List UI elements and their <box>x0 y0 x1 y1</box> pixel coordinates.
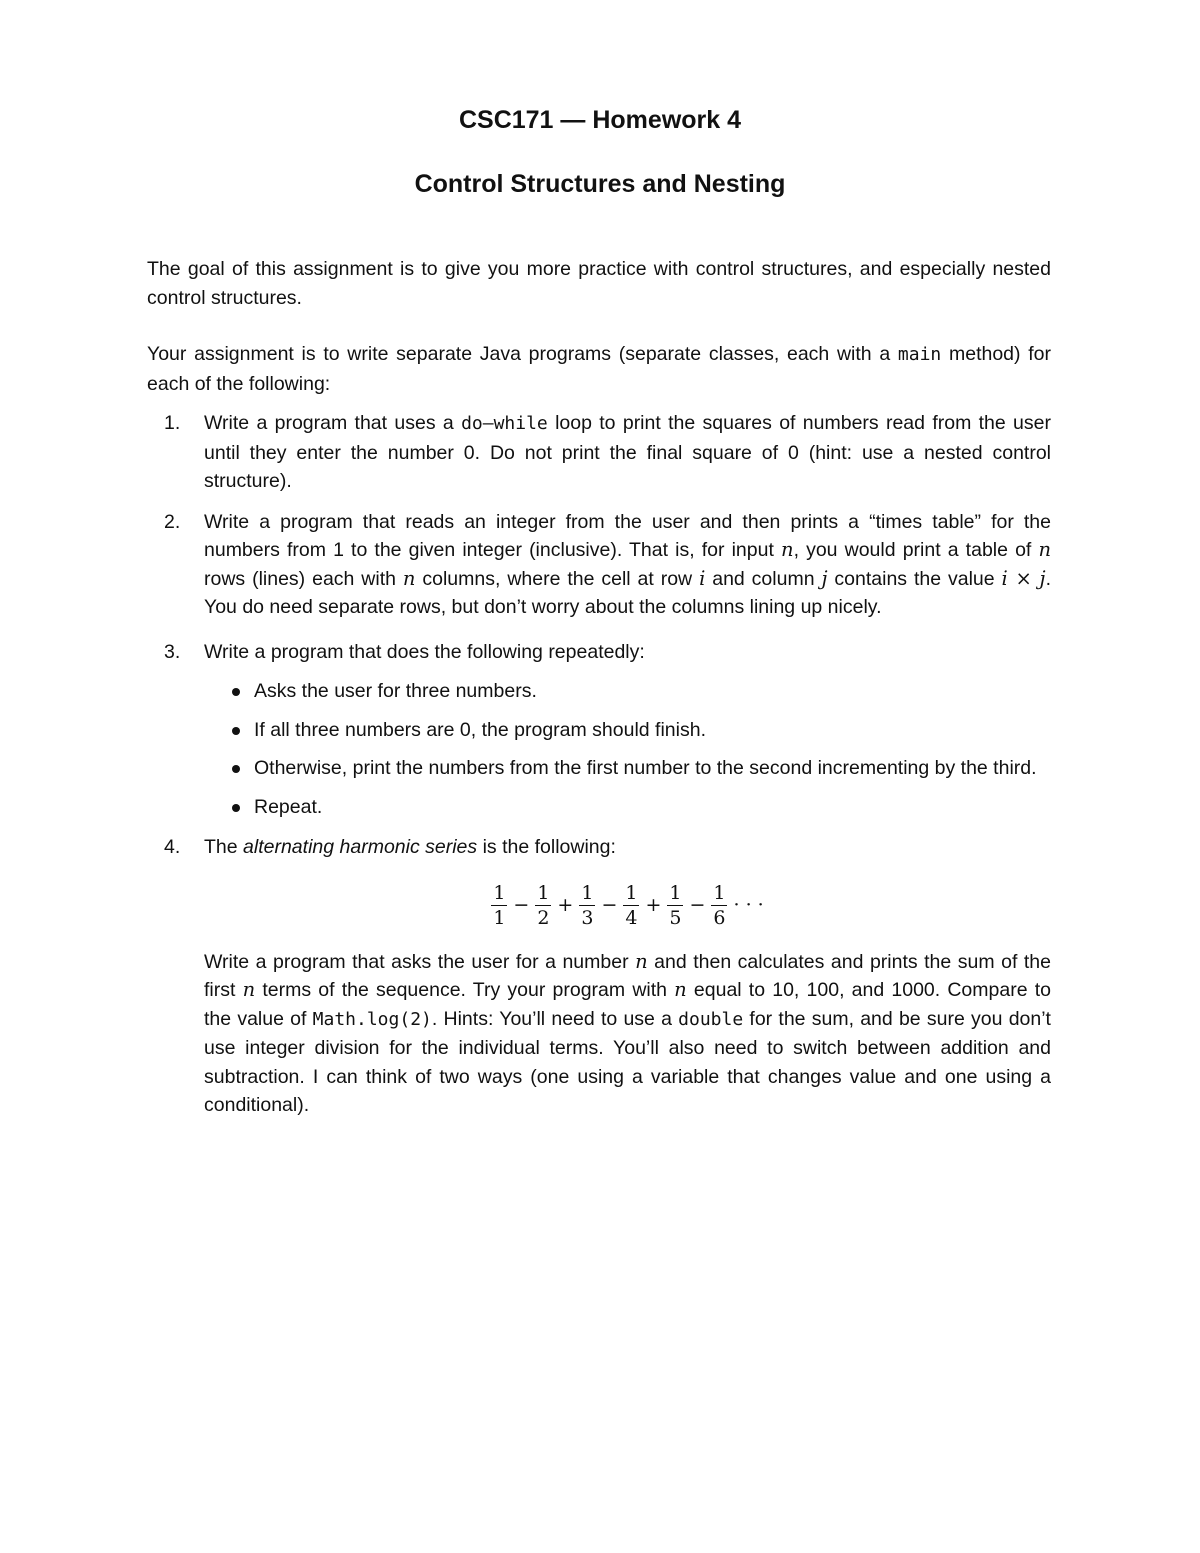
numerator: 1 <box>625 882 638 904</box>
assignment-text: Your assignment is to write separate Java programs (separate classes, each with a <box>147 343 898 365</box>
task-text: . You do need separate rows, but don’t worry about the columns lining up nicely. <box>204 567 1051 618</box>
task-item-2 <box>147 508 1051 622</box>
task-item-1 <box>147 409 1051 496</box>
denominator: 3 <box>581 907 594 929</box>
intro-paragraph: The goal of this assignment is to give you more practice with control structures, and especially nested control structures. <box>147 258 1051 309</box>
step-text: Asks the user for three numbers. <box>254 680 537 702</box>
list-item <box>204 793 1051 822</box>
list-item <box>204 716 1051 745</box>
operator: − <box>601 894 618 917</box>
fraction <box>711 881 727 930</box>
task-text: Write a program that asks the user for a number <box>204 950 636 973</box>
code-main: main <box>897 344 942 365</box>
task-text: for the sum, and be sure you don’t use integer division for the individual terms. You’ll also need to switch between addition and subtraction. I can think of two ways (one using a variable that changes value and one using a conditional). <box>204 1007 1051 1116</box>
code-do-while: do–while <box>461 413 548 434</box>
fraction <box>579 881 595 930</box>
math-i: i <box>699 566 706 590</box>
bullet-icon <box>232 804 240 812</box>
task-item-4 <box>147 833 1051 1120</box>
math-n: n <box>674 978 687 1001</box>
denominator: 2 <box>537 907 550 929</box>
task-text: Write a program that uses a <box>204 412 462 434</box>
term-emphasis: alternating harmonic series <box>243 836 478 858</box>
code-math-log: Math.log(2) <box>312 1008 432 1030</box>
task-text: rows (lines) each with <box>204 567 403 590</box>
document-subtitle: Control Structures and Nesting <box>414 170 786 198</box>
task-text: . Hints: You’ll need to use a <box>431 1007 679 1030</box>
fraction <box>623 881 639 930</box>
fraction <box>667 881 683 930</box>
bullet-icon <box>232 727 240 735</box>
step-text: Otherwise, print the numbers from the first number to the second incrementing by the third. <box>254 757 1037 779</box>
list-item <box>204 754 1051 783</box>
step-text: If all three numbers are 0, the program should finish. <box>254 718 706 741</box>
ellipsis: · · · <box>733 894 764 917</box>
bullet-icon <box>232 688 240 696</box>
task-number: 1. <box>164 412 181 434</box>
operator: + <box>645 894 662 917</box>
task-text: and column <box>705 567 822 590</box>
assignment-text: method) for each of the following: <box>147 343 1051 395</box>
harmonic-series-formula <box>204 876 1051 936</box>
math-expression: i × j <box>1001 566 1046 590</box>
math-j: j <box>821 566 828 590</box>
document-title: CSC171 — Homework 4 <box>458 106 742 134</box>
task-text: Write a program that does the following repeatedly: <box>204 640 645 663</box>
math-n: n <box>781 538 794 561</box>
numerator: 1 <box>537 882 550 904</box>
operator: − <box>689 894 706 917</box>
assignment-paragraph <box>147 340 1051 398</box>
denominator: 1 <box>493 907 506 929</box>
bullet-icon <box>232 765 240 773</box>
math-n: n <box>1038 538 1052 561</box>
task-number: 3. <box>164 640 181 663</box>
denominator: 6 <box>713 907 726 929</box>
denominator: 4 <box>625 907 638 929</box>
task-4-body <box>204 948 1051 1120</box>
task-item-3 <box>147 638 1051 822</box>
task-text: is the following: <box>477 836 616 858</box>
task-text: , you would print a table of <box>793 539 1039 561</box>
math-n: n <box>402 566 416 590</box>
list-item <box>204 677 1051 706</box>
task-text: columns, where the cell at row <box>415 567 700 590</box>
step-text: Repeat. <box>254 795 323 818</box>
denominator: 5 <box>669 907 682 929</box>
task-number: 4. <box>164 836 181 858</box>
math-n: n <box>242 978 256 1001</box>
operator: − <box>513 894 530 917</box>
task-text: loop to print the squares of numbers read from the user until they enter the number 0. Do not print the final square of 0 (hint: use a nested control structure). <box>204 412 1051 492</box>
code-double: double <box>678 1008 744 1030</box>
numerator: 1 <box>581 882 594 904</box>
step-list <box>204 677 1051 821</box>
fraction <box>491 881 507 930</box>
task-text: equal to 10, 100, and 1000. Compare to the value of <box>204 979 1051 1030</box>
fraction <box>535 881 551 930</box>
task-text: Write a program that reads an integer from the user and then prints a “times table” for the numbers from 1 to the given integer (inclusive). That is, for input <box>204 510 1051 561</box>
numerator: 1 <box>669 882 682 904</box>
task-list <box>147 409 1051 1120</box>
math-n: n <box>635 949 648 973</box>
numerator: 1 <box>713 882 726 904</box>
task-text: and then calculates and prints the sum of the first <box>204 950 1051 1001</box>
task-text: terms of the sequence. Try your program with <box>255 979 675 1001</box>
numerator: 1 <box>493 882 506 904</box>
task-number: 2. <box>164 510 181 533</box>
task-text: The <box>204 836 244 858</box>
task-text: contains the value <box>827 567 1002 590</box>
operator: + <box>557 894 574 917</box>
